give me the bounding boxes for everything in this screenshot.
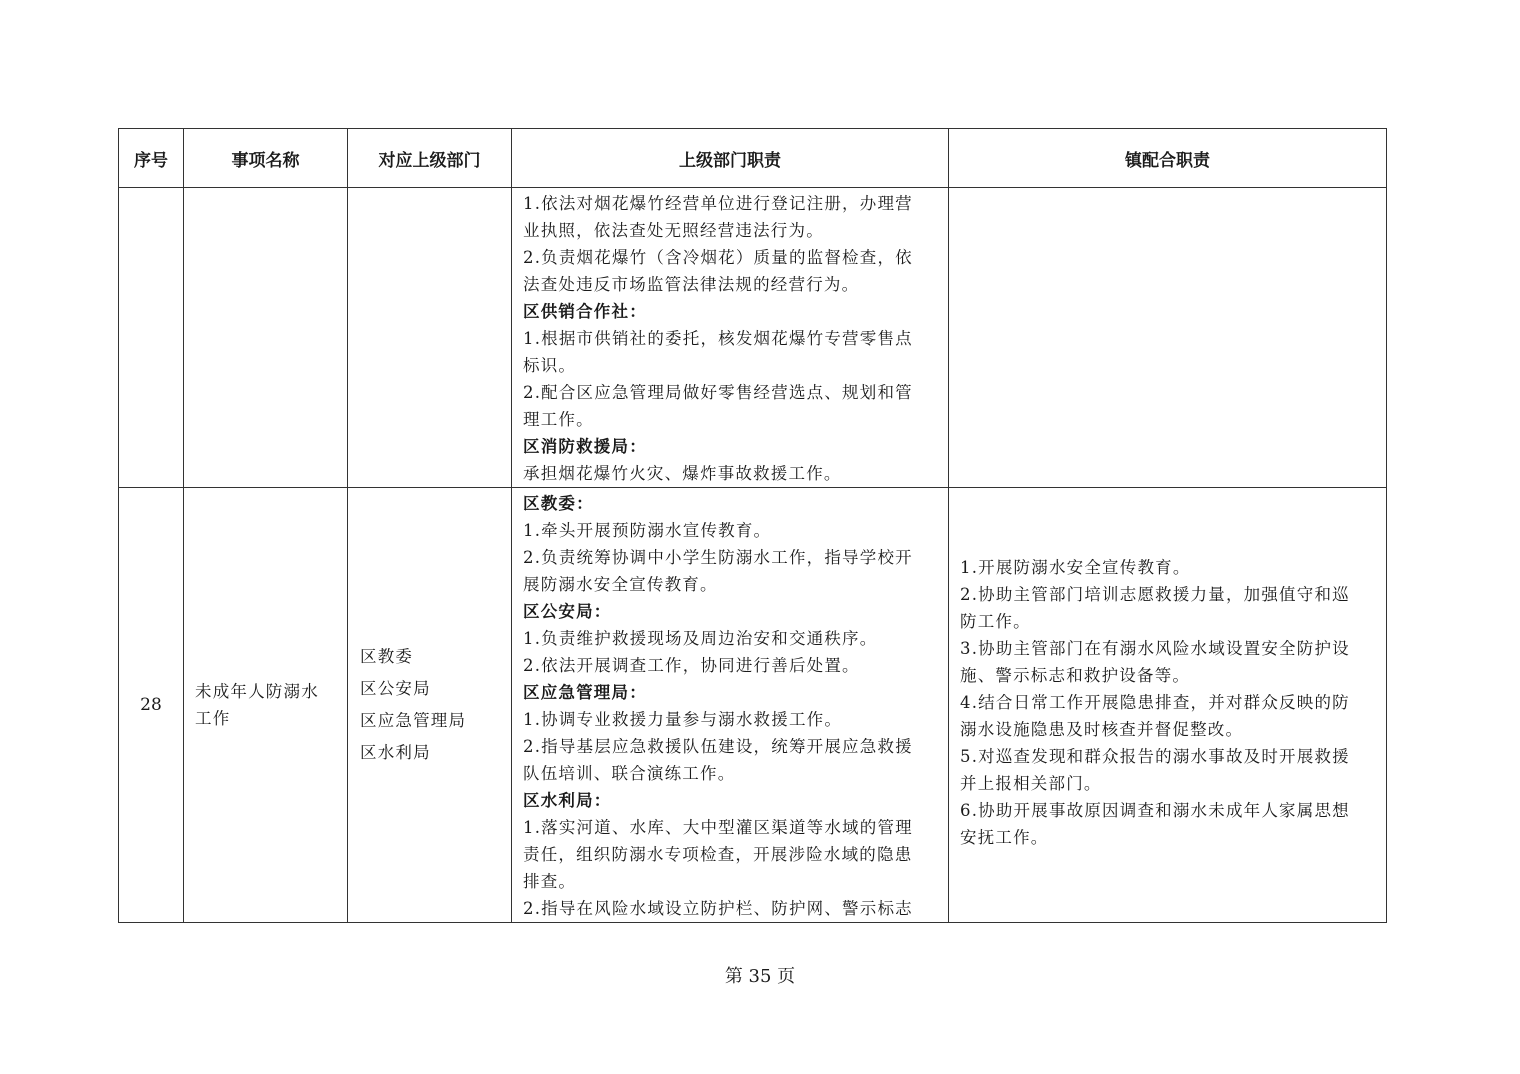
cell-number: 28 bbox=[119, 488, 184, 923]
cell-item-name bbox=[184, 188, 348, 488]
town-duty-text bbox=[949, 488, 1386, 851]
duty-line: 标识。 bbox=[523, 356, 577, 375]
table-row bbox=[119, 488, 1387, 923]
duty-line: 业执照，依法查处无照经营违法行为。 bbox=[523, 221, 824, 240]
duty-line: 法查处违反市场监管法律法规的经营行为。 bbox=[523, 275, 860, 294]
cell-town-duty bbox=[949, 188, 1387, 488]
item-name-line: 工作 bbox=[195, 709, 231, 728]
header-upper-dept: 对应上级部门 bbox=[348, 129, 512, 188]
duty-line: 展防溺水安全宣传教育。 bbox=[523, 575, 718, 594]
dept-heading: 区应急管理局： bbox=[523, 683, 647, 702]
duty-line: 6.协助开展事故原因调查和溺水未成年人家属思想 bbox=[960, 801, 1350, 820]
upper-duty-text bbox=[512, 488, 948, 922]
duty-table bbox=[118, 128, 1387, 923]
duty-line: 5.对巡查发现和群众报告的溺水事故及时开展救援 bbox=[960, 747, 1350, 766]
cell-upper-dept bbox=[348, 188, 512, 488]
duty-line: 4.结合日常工作开展隐患排查，并对群众反映的防 bbox=[960, 693, 1350, 712]
cell-item-name bbox=[184, 488, 348, 923]
duty-line: 2.配合区应急管理局做好零售经营选点、规划和管 bbox=[523, 383, 913, 402]
duty-line: 3.协助主管部门在有溺水风险水域设置安全防护设 bbox=[960, 639, 1350, 658]
duty-line: 1.根据市供销社的委托，核发烟花爆竹专营零售点 bbox=[523, 329, 913, 348]
duty-line: 1.开展防溺水安全宣传教育。 bbox=[960, 558, 1191, 577]
upper-duty-text bbox=[512, 188, 948, 487]
duty-line: 责任，组织防溺水专项检查，开展涉险水域的隐患 bbox=[523, 845, 913, 864]
duty-line: 2.依法开展调查工作，协同进行善后处置。 bbox=[523, 656, 860, 675]
duty-line: 2.协助主管部门培训志愿救援力量，加强值守和巡 bbox=[960, 585, 1350, 604]
duty-line: 1.负责维护救援现场及周边治安和交通秩序。 bbox=[523, 629, 878, 648]
duty-line: 安抚工作。 bbox=[960, 828, 1049, 847]
dept-item: 区水利局 bbox=[360, 743, 431, 762]
duty-line: 并上报相关部门。 bbox=[960, 774, 1102, 793]
dept-item: 区教委 bbox=[360, 647, 414, 666]
duty-line: 1.依法对烟花爆竹经营单位进行登记注册，办理营 bbox=[523, 194, 913, 213]
dept-heading: 区教委： bbox=[523, 494, 594, 513]
duty-line: 理工作。 bbox=[523, 410, 594, 429]
duty-line: 2.指导基层应急救援队伍建设，统筹开展应急救援 bbox=[523, 737, 913, 756]
duty-line: 2.指导在风险水域设立防护栏、防护网、警示标志 bbox=[523, 899, 913, 918]
header-upper-duty: 上级部门职责 bbox=[512, 129, 949, 188]
duty-line: 2.负责统筹协调中小学生防溺水工作，指导学校开 bbox=[523, 548, 913, 567]
dept-item: 区公安局 bbox=[360, 679, 431, 698]
table-header-row bbox=[119, 129, 1387, 188]
duty-line: 承担烟花爆竹火灾、爆炸事故救援工作。 bbox=[523, 464, 842, 483]
duty-line: 防工作。 bbox=[960, 612, 1031, 631]
item-name-line: 未成年人防溺水 bbox=[195, 682, 319, 701]
duty-line: 施、警示标志和救护设备等。 bbox=[960, 666, 1191, 685]
page-number: 第 35 页 bbox=[724, 966, 796, 987]
header-number: 序号 bbox=[119, 129, 184, 188]
header-town-duty: 镇配合职责 bbox=[949, 129, 1387, 188]
cell-upper-duty bbox=[512, 488, 949, 923]
duty-line: 1.牵头开展预防溺水宣传教育。 bbox=[523, 521, 772, 540]
duty-line: 1.落实河道、水库、大中型灌区渠道等水域的管理 bbox=[523, 818, 913, 837]
table-row bbox=[119, 188, 1387, 488]
header-item-name: 事项名称 bbox=[184, 129, 348, 188]
dept-heading: 区水利局： bbox=[523, 791, 612, 810]
dept-heading: 区供销合作社： bbox=[523, 302, 647, 321]
duty-line: 2.负责烟花爆竹（含冷烟花）质量的监督检查，依 bbox=[523, 248, 913, 267]
dept-item: 区应急管理局 bbox=[360, 711, 467, 730]
cell-upper-duty bbox=[512, 188, 949, 488]
cell-upper-dept bbox=[348, 488, 512, 923]
dept-heading: 区消防救援局： bbox=[523, 437, 647, 456]
duty-line: 1.协调专业救援力量参与溺水救援工作。 bbox=[523, 710, 843, 729]
duty-line: 排查。 bbox=[523, 872, 577, 891]
cell-town-duty bbox=[949, 488, 1387, 923]
duty-line: 队伍培训、联合演练工作。 bbox=[523, 764, 736, 783]
cell-number bbox=[119, 188, 184, 488]
duty-line: 溺水设施隐患及时核查并督促整改。 bbox=[960, 720, 1244, 739]
dept-heading: 区公安局： bbox=[523, 602, 612, 621]
